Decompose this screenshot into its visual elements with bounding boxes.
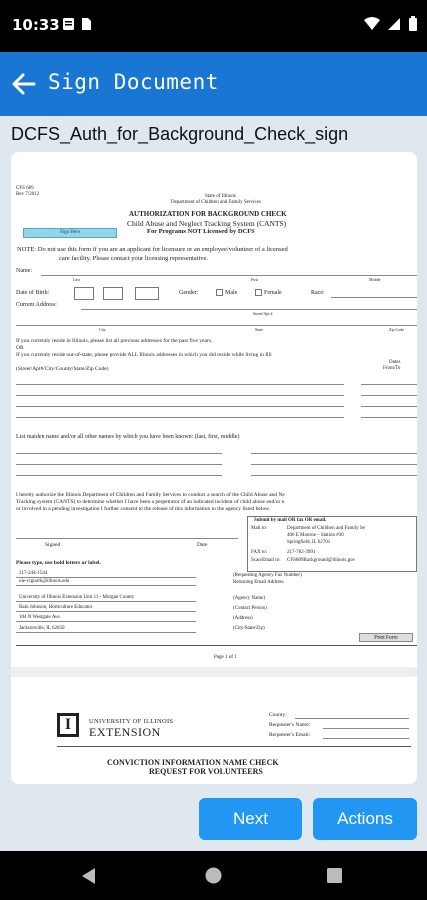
form-agency-contact: Rain Johnson, Horticulture Educator xyxy=(19,605,93,610)
form-req-fax: (Requesting Agency Fax Number) xyxy=(233,573,302,578)
print-form-button[interactable]: Print Form xyxy=(359,633,413,642)
form-authorize-3: or involved in a pending investigation I further consent to the release of this information to the agency listed below. xyxy=(16,506,271,512)
logo-line-2: EXTENSION xyxy=(89,725,161,739)
form-reside-outside: If you currently reside out-of-state, please provide ALL Illinois addresses in which you did reside while living in Illi xyxy=(16,352,272,358)
university-logo-icon: I xyxy=(57,713,79,737)
form-email: CFS689Background@illinois.gov xyxy=(287,558,356,563)
actions-button[interactable]: Actions xyxy=(313,798,417,840)
back-arrow-icon[interactable] xyxy=(8,68,40,100)
form-address-label: Current Address: xyxy=(16,302,57,308)
recents-nav-icon[interactable] xyxy=(327,868,342,888)
page2-subtitle: REQUEST FOR VOLUNTEERS xyxy=(149,767,263,776)
wifi-icon xyxy=(364,17,380,36)
home-nav-icon[interactable] xyxy=(205,867,222,889)
document-preview[interactable] xyxy=(11,152,417,784)
form-mail-2: 406 E Monroe – Station #30 xyxy=(287,533,344,538)
pdf-page xyxy=(11,152,417,784)
form-email-label: Scan/Email to: xyxy=(251,558,281,563)
form-name-label: Name: xyxy=(16,268,32,274)
form-zip: Zip Code xyxy=(389,327,404,332)
form-number: CFS 689 xyxy=(16,186,34,191)
form-agency-name: University of Illinois Extension Unit 11 - Morgan County xyxy=(19,595,135,600)
form-note-1: NOTE: Do not use this form if you are an applicant for licensure or an employee/volunteer of a licensed xyxy=(17,246,288,253)
form-authorize-1: I hereby authorize the Illinois Department of Children and Family Services to conduct a search of the Child Abuse and Ne xyxy=(16,492,285,498)
form-fax-label: FAX to: xyxy=(251,550,268,555)
form-city: City xyxy=(99,327,106,332)
dob-month-box[interactable] xyxy=(74,287,94,300)
next-button[interactable]: Next xyxy=(199,798,302,840)
form-agency-fax: 217-244-1544 xyxy=(19,571,48,576)
back-nav-icon[interactable] xyxy=(80,867,96,890)
male-checkbox[interactable] xyxy=(216,289,223,296)
dob-day-box[interactable] xyxy=(103,287,123,300)
sim-icon xyxy=(81,17,92,36)
female-checkbox[interactable] xyxy=(255,289,262,296)
form-male: Male xyxy=(225,290,238,296)
form-mail-label: Mail to: xyxy=(251,526,267,531)
form-programs: For Programs NOT Licensed by DCFS xyxy=(147,228,255,235)
form-state: State of Illinois xyxy=(205,194,236,199)
form-first: First xyxy=(251,277,259,282)
form-dob-label: Date of Birth: xyxy=(16,290,50,296)
battery-icon xyxy=(409,16,417,36)
form-maiden: List maiden name and/or all other names by which you have been known: (last, first, middle) xyxy=(16,434,240,440)
form-last: Last xyxy=(73,277,80,282)
navigation-bar xyxy=(0,851,427,900)
form-reside-illinois: If you currently reside in Illinois, please list all previous addresses for the past five years. xyxy=(16,338,213,344)
submit-box xyxy=(247,516,417,572)
status-time: 10:33 xyxy=(12,16,60,34)
document-filename: DCFS_Auth_for_Background_Check_sign xyxy=(11,124,349,144)
form-from-to: From/To xyxy=(383,366,401,371)
form-req-address: (Address) xyxy=(233,616,253,621)
form-middle: Middle xyxy=(369,277,381,282)
form-requester-name: Requester's Name: xyxy=(269,722,311,728)
form-or: OR xyxy=(16,345,24,351)
form-department: Department of Children and Family Services xyxy=(171,200,261,205)
form-mail-1: Department of Children and Family Se xyxy=(287,526,365,531)
form-subtitle: Child Abuse and Neglect Tracking System (CANTS) xyxy=(127,219,287,228)
app-title: Sign Document xyxy=(48,70,219,94)
page-divider xyxy=(11,667,417,677)
form-req-email: Returning Email Address xyxy=(233,580,284,585)
page2-title: CONVICTION INFORMATION NAME CHECK xyxy=(107,758,279,767)
form-submit-title: Submit by mail OR fax OR email. xyxy=(254,518,327,523)
form-mail-3: Springfield, IL 62701 xyxy=(287,540,331,545)
form-gender-label: Gender: xyxy=(179,290,199,296)
form-agency-email: uie-rcgiarth@illinois.edu xyxy=(19,579,70,584)
form-agency-city: Jacksonville, IL 62650 xyxy=(19,626,65,631)
form-page-number: Page 1 of 1 xyxy=(214,655,237,660)
form-authorize-2: Tracking system (CANTS) to determine whether I have been a perpetrator of an indicated incident of child abuse and/or n xyxy=(16,499,285,505)
logo-line-1: UNIVERSITY OF ILLINOIS xyxy=(89,718,174,725)
form-signed: Signed xyxy=(45,542,61,548)
form-race-label: Race: xyxy=(311,290,325,296)
form-rev: Rev 7/2012 xyxy=(16,192,40,197)
form-dates: Dates xyxy=(389,360,401,365)
sign-here-field[interactable]: Sign Here xyxy=(23,228,117,238)
form-female: Female xyxy=(264,290,282,296)
form-req-city: (City/State/Zip) xyxy=(233,626,265,631)
form-agency-address: 104 N Westgate Ave. xyxy=(19,615,61,620)
message-icon xyxy=(62,17,75,36)
form-title: AUTHORIZATION FOR BACKGROUND CHECK xyxy=(129,210,287,218)
form-county: County: xyxy=(269,712,287,718)
status-bar xyxy=(0,0,427,52)
dob-year-box[interactable] xyxy=(135,287,159,300)
form-requester-email: Requester's Email: xyxy=(269,732,311,738)
app-bar xyxy=(0,52,427,116)
signal-icon xyxy=(388,17,401,36)
form-address-format: (Street/Apt#/City/County/State/Zip Code) xyxy=(16,366,109,372)
form-please-type: Please type, use bold letters or label. xyxy=(16,560,101,566)
form-note-2: care facility. Please contact your licensing representative. xyxy=(59,255,209,262)
form-fax: 217-782-3991 xyxy=(287,550,316,555)
form-req-agency: (Agency Name) xyxy=(233,596,266,601)
content-area xyxy=(0,116,427,851)
form-date: Date xyxy=(197,542,208,548)
form-req-contact: (Contact Person) xyxy=(233,606,267,611)
form-street: Street/Apt # xyxy=(253,311,273,316)
form-state-col: State xyxy=(255,327,263,332)
